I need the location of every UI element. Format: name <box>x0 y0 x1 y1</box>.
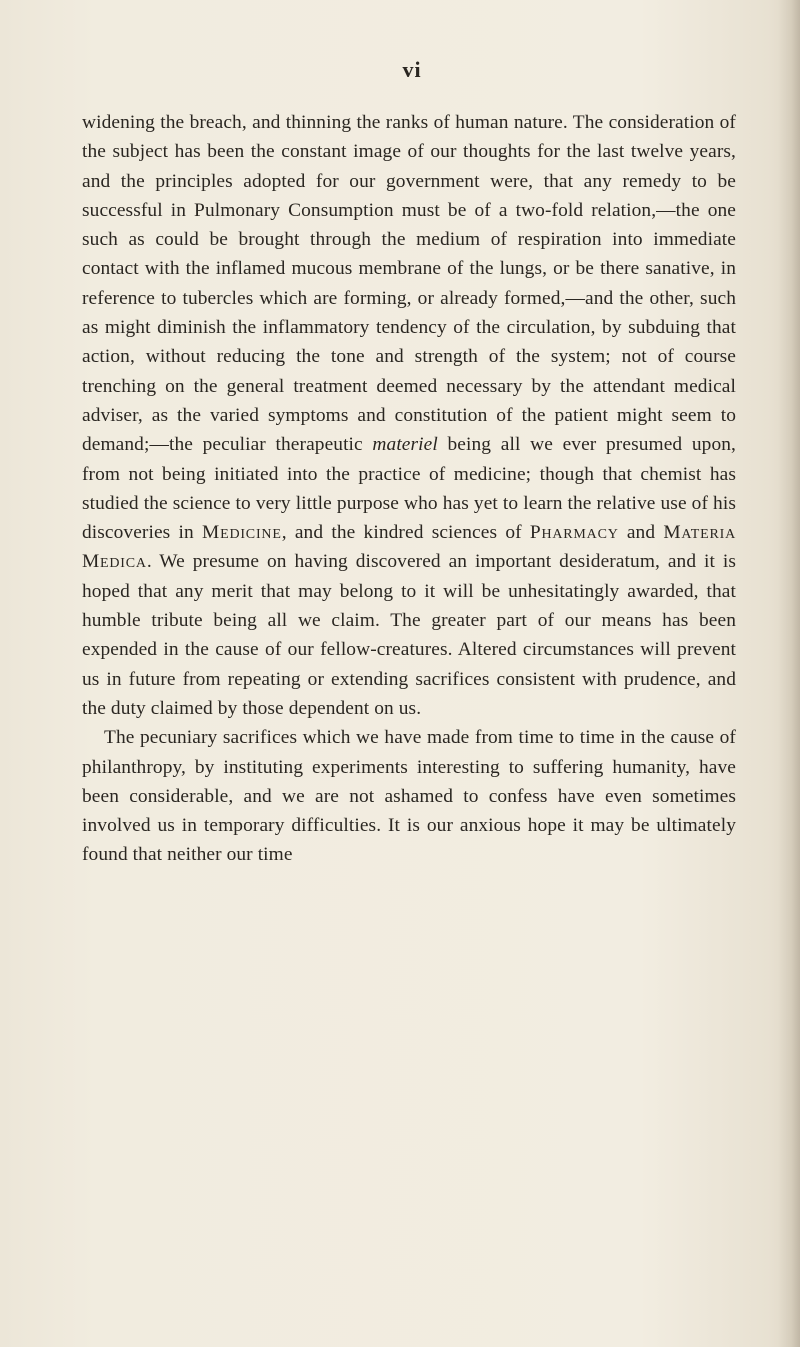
paragraph-1 <box>82 108 736 723</box>
page-edge-shadow <box>778 0 800 1347</box>
page-number: vi <box>402 57 422 82</box>
small-caps-materia-medica: Materia Medica <box>82 522 736 573</box>
paragraph-2: The pecuniary sacrifices which we have made from time to time in the cause of philanthropy, by instituting experiments interesting to suffering humanity, have been considerable, and we are not ashamed to confess have even sometimes involved us in temporary difficulties. It is our anxious hope it may be ultimately found that neither our time <box>82 727 736 866</box>
paragraph-1-text-b: being all we ever presumed upon, from not being initiated into the practice of medicine; though that chemist has studied the science to very little purpose who has yet to learn the relative use of his discoveries in <box>82 434 736 544</box>
paragraph-1-text-d: and <box>618 522 664 544</box>
paragraph-1-text-a: widening the breach, and thinning the ranks of human nature. The consideration of the subject has been the constant image of our thoughts for the last twelve years, and the principles adopted for our government were, that any remedy to be successful in Pulmonary Consumption must be of a two-fold relation,—the one such as could be brought through the medium of respiration into immediate contact with the inflamed mucous membrane of the lungs, or be there sanative, in reference to tubercles which are forming, or already formed,—and the other, such as might diminish the inflammatory tendency of the circulation, by subduing that action, without reducing the tone and strength of the system; not of course trenching on the general treatment deemed necessary by the attendant medical adviser, as the varied symptoms and constitution of the patient might seem to demand;—the peculiar therapeutic <box>82 112 736 456</box>
paragraph-1-text-c: , and the kindred sciences of <box>281 522 530 544</box>
small-caps-pharmacy: Pharmacy <box>529 522 619 544</box>
paragraph-1-text-e: . We presume on having discovered an important desideratum, and it is hoped that any merit that may belong to it will be unhesitatingly awarded, that humble tribute being all we claim. The greater part of our means has been expended in the cause of our fellow-creatures. Altered circumstances will prevent us in future from repeating or extending sacrifices consistent with prudence, and the duty claimed by those dependent on us. <box>82 551 736 719</box>
body-text <box>82 108 736 870</box>
small-caps-medicine: Medicine <box>202 522 282 544</box>
italic-term-materiel: materiel <box>372 434 438 456</box>
